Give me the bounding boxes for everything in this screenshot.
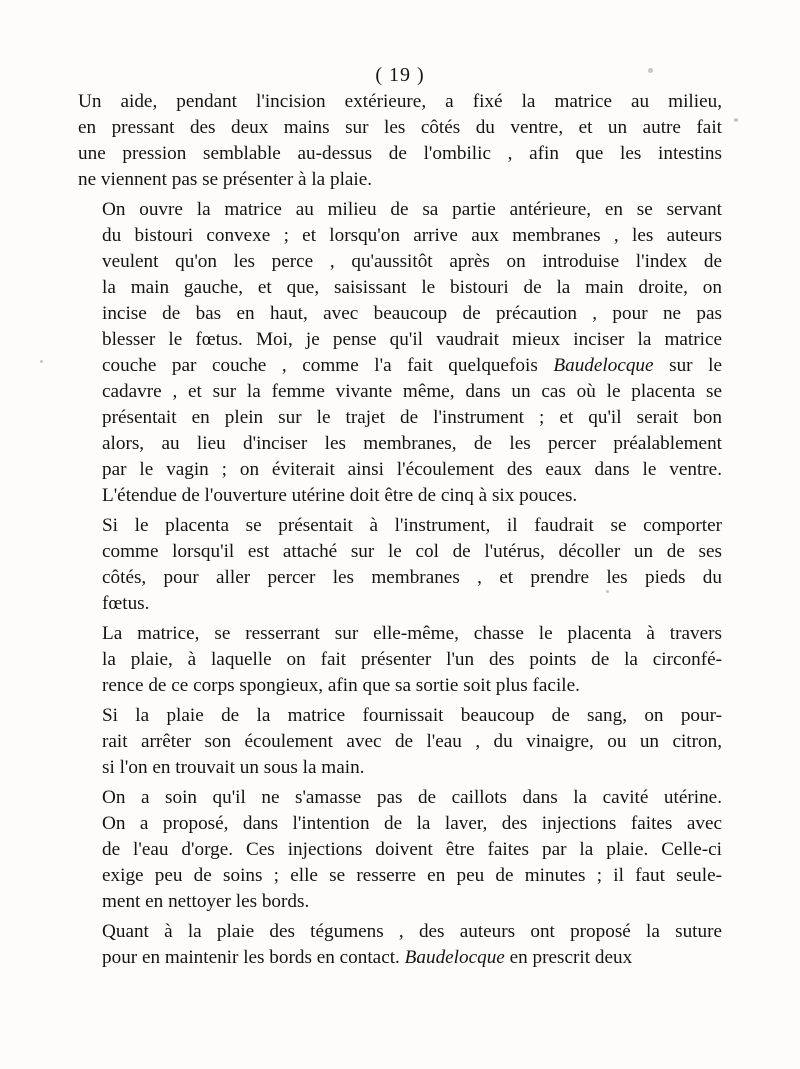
text-line: de l'eau d'orge. Ces injections doivent être faites par la plaie. Celle-ci xyxy=(102,839,722,860)
italic-name: Baudelocque xyxy=(404,947,505,968)
paper-speck xyxy=(40,360,43,363)
text-line: comme lorsqu'il est attaché sur le col de l'utérus, décoller un de ses xyxy=(102,541,722,562)
text-line: côtés, pour aller percer les membranes , et prendre les pieds du xyxy=(102,567,722,588)
text-line: incise de bas en haut, avec beaucoup de précaution , pour ne pas xyxy=(102,303,722,324)
paragraph xyxy=(78,919,722,971)
text-line: du bistouri convexe ; et lorsqu'on arrive aux membranes , les auteurs xyxy=(102,225,722,246)
page-text xyxy=(78,89,722,971)
text-line: Si la plaie de la matrice fournissait beaucoup de sang, on pour- xyxy=(102,705,722,726)
text-line: en pressant des deux mains sur les côtés du ventre, et un autre fait xyxy=(78,117,722,138)
text-line: si l'on en trouvait un sous la main. xyxy=(102,757,365,778)
text-line: fœtus. xyxy=(102,593,150,614)
text-line: ment en nettoyer les bords. xyxy=(102,891,310,912)
text-line: exige peu de soins ; elle se resserre en peu de minutes ; il faut seule- xyxy=(102,865,722,886)
paragraph xyxy=(78,785,722,915)
paragraph xyxy=(78,703,722,781)
text-line: On ouvre la matrice au milieu de sa partie antérieure, en se servant xyxy=(102,199,722,220)
text-line: par le vagin ; on éviterait ainsi l'écoulement des eaux dans le ventre. xyxy=(102,459,722,480)
text-line: couche par couche , comme l'a fait quelquefois Baudelocque sur le xyxy=(102,355,722,376)
text-line: rence de ce corps spongieux, afin que sa sortie soit plus facile. xyxy=(102,675,580,696)
text-line: veulent qu'on les perce , qu'aussitôt après on introduise l'index de xyxy=(102,251,722,272)
text-line: la plaie, à laquelle on fait présenter l'un des points de la circonfé- xyxy=(102,649,722,670)
paragraph xyxy=(78,621,722,699)
text-line: Si le placenta se présentait à l'instrument, il faudrait se comporter xyxy=(102,515,722,536)
paragraph xyxy=(78,197,722,509)
paper-speck xyxy=(734,118,738,122)
text-line: La matrice, se resserrant sur elle-même, chasse le placenta à travers xyxy=(102,623,722,644)
text-line: rait arrêter son écoulement avec de l'eau , du vinaigre, ou un citron, xyxy=(102,731,722,752)
text-line: ne viennent pas se présenter à la plaie. xyxy=(78,169,373,190)
text-line: une pression semblable au-dessus de l'ombilic , afin que les intestins xyxy=(78,143,722,164)
italic-name: Baudelocque xyxy=(553,355,654,376)
paper-speck xyxy=(648,68,653,73)
text-line: pour en maintenir les bords en contact. Baudelocque en prescrit deux xyxy=(102,947,633,968)
text-line: la main gauche, et que, saisissant le bistouri de la main droite, on xyxy=(102,277,722,298)
text-line: On a proposé, dans l'intention de la laver, des injections faites avec xyxy=(102,813,722,834)
text-line: On a soin qu'il ne s'amasse pas de caillots dans la cavité utérine. xyxy=(102,787,722,808)
text-line: blesser le fœtus. Moi, je pense qu'il vaudrait mieux inciser la matrice xyxy=(102,329,722,350)
text-line: Quant à la plaie des tégumens , des auteurs ont proposé la suture xyxy=(102,921,722,942)
paper-speck xyxy=(606,590,609,593)
text-line: Un aide, pendant l'incision extérieure, a fixé la matrice au milieu, xyxy=(78,91,722,112)
text-line: présentait en plein sur le trajet de l'instrument ; et qu'il serait bon xyxy=(102,407,722,428)
text-line: L'étendue de l'ouverture utérine doit être de cinq à six pouces. xyxy=(102,485,578,506)
paragraph xyxy=(78,513,722,617)
text-line: cadavre , et sur la femme vivante même, dans un cas où le placenta se xyxy=(102,381,722,402)
paragraph xyxy=(78,89,722,193)
page-number: ( 19 ) xyxy=(375,64,425,86)
text-line: alors, au lieu d'inciser les membranes, de les percer préalablement xyxy=(102,433,722,454)
